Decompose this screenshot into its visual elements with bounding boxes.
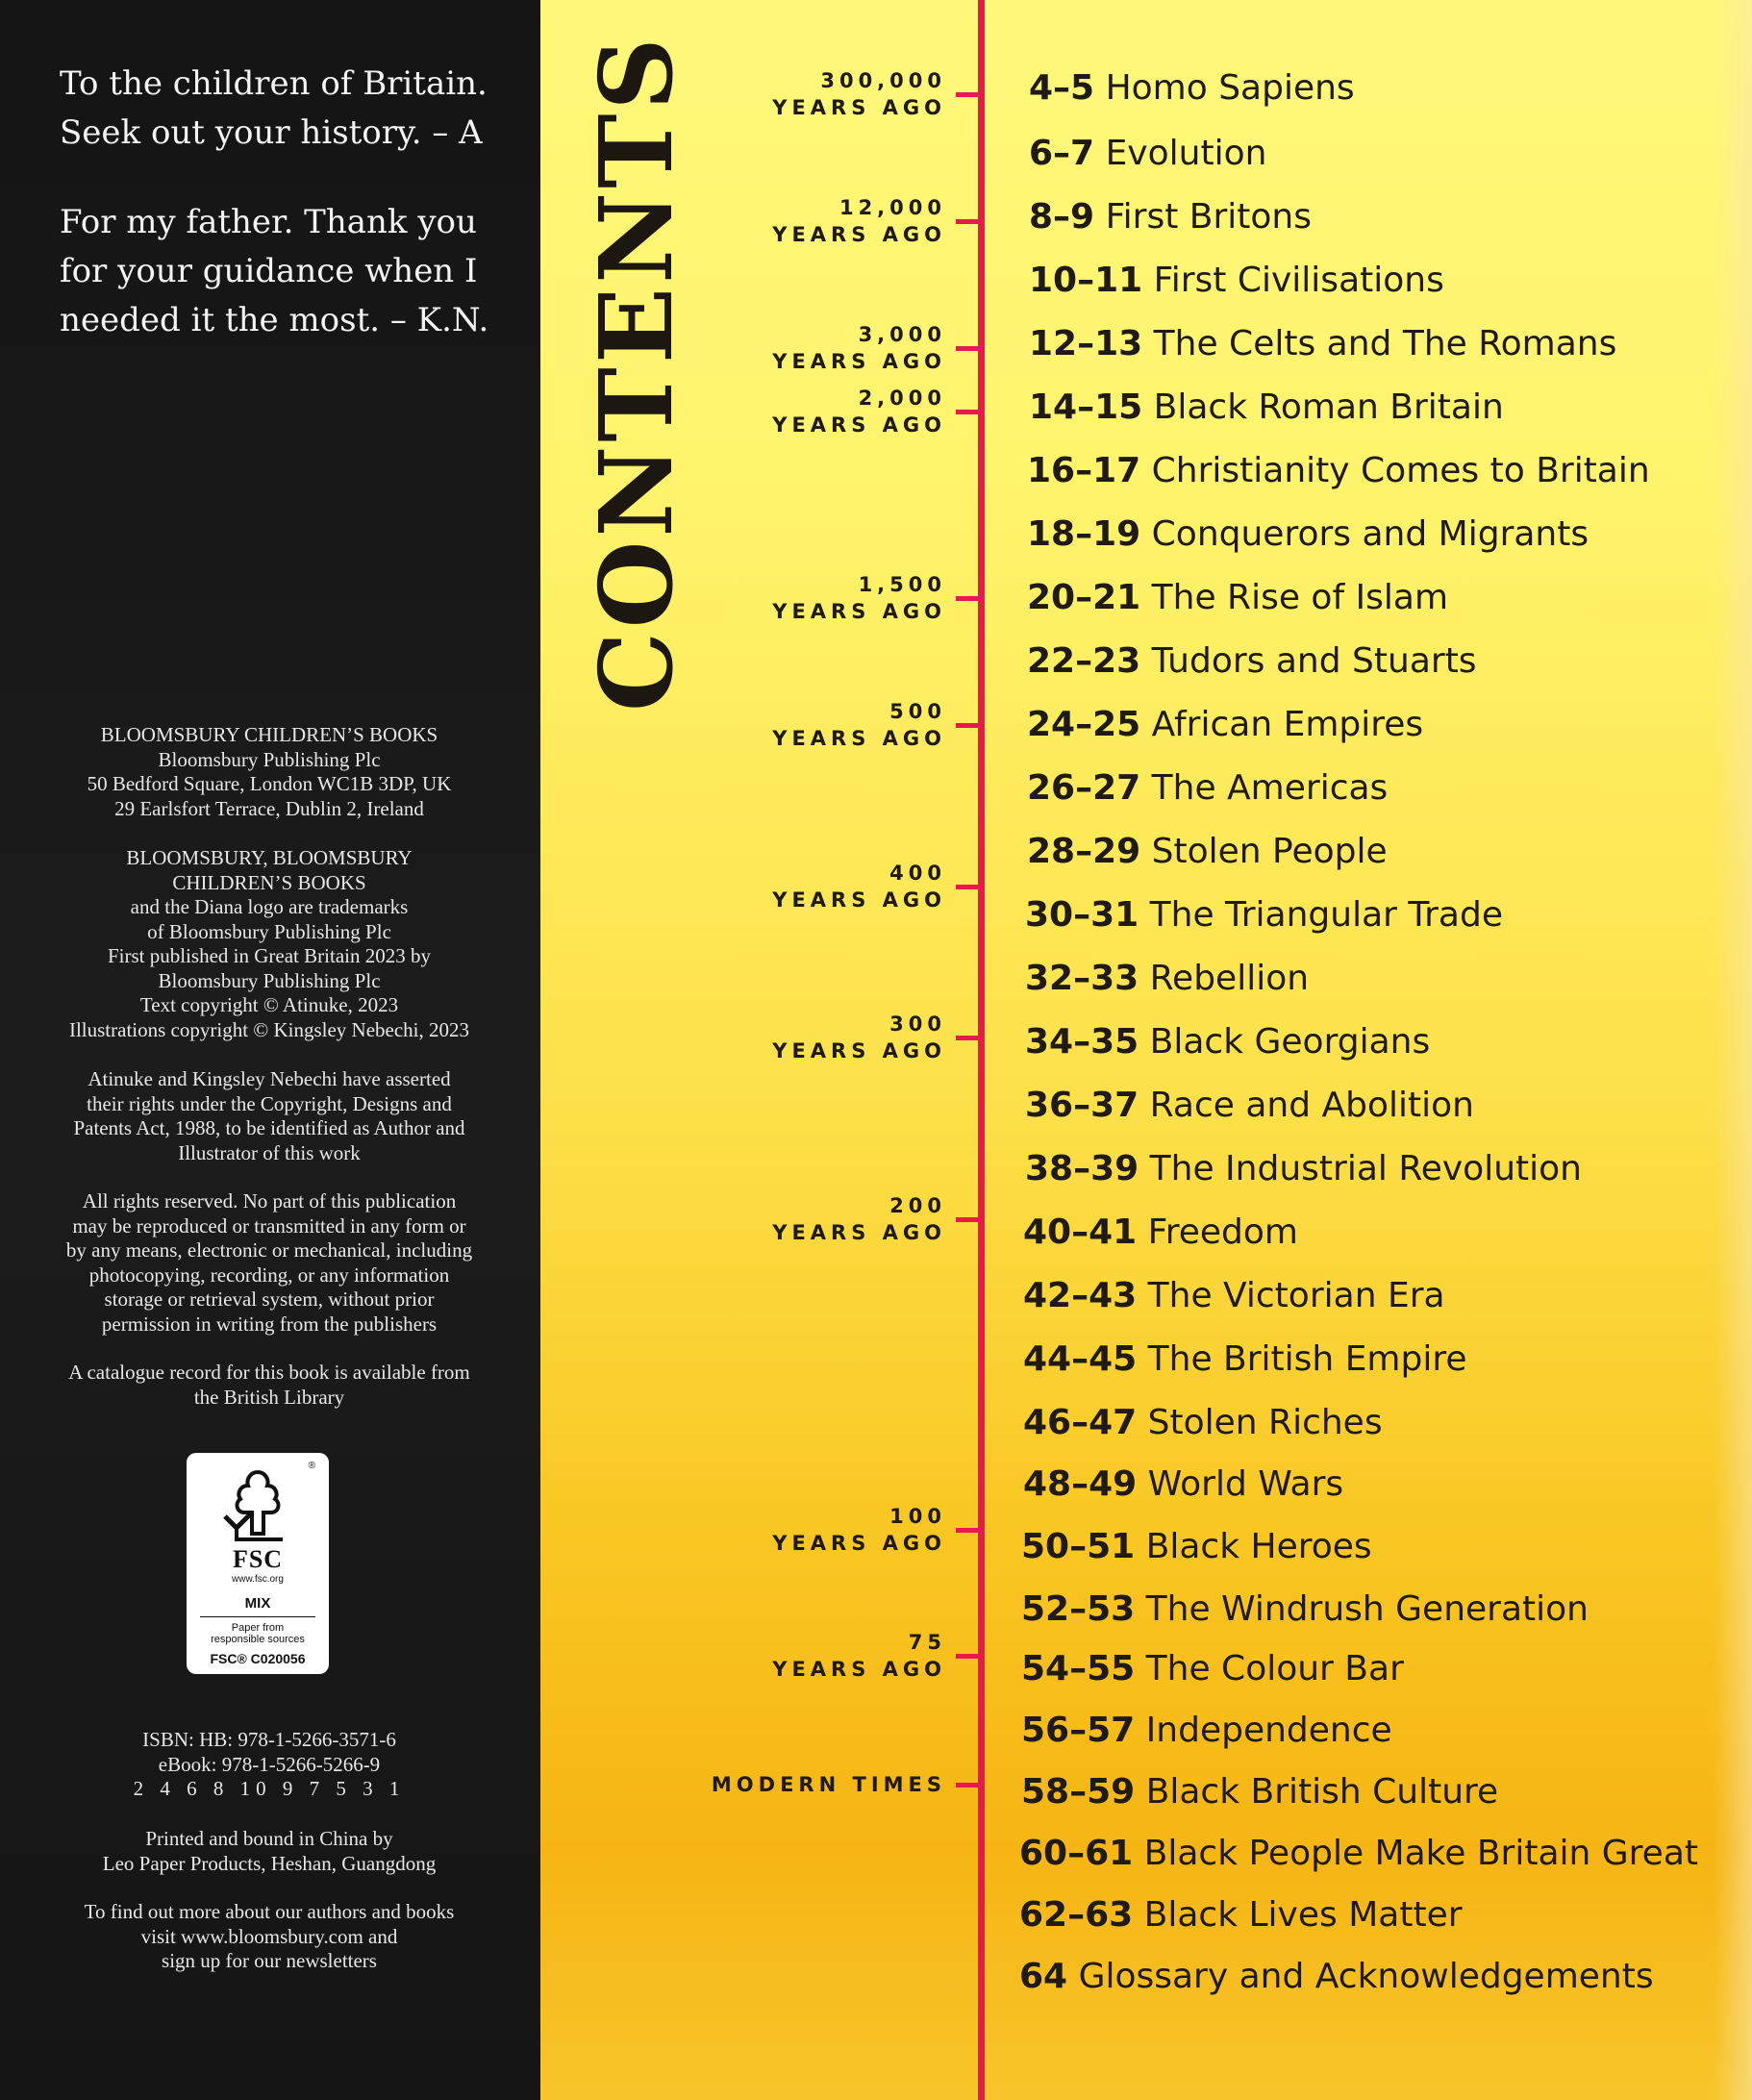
entry-pages: 16–17 [1027, 451, 1141, 490]
contents-entry[interactable] [1027, 577, 1448, 619]
era-label [772, 1192, 946, 1246]
entry-pages: 52–53 [1021, 1589, 1136, 1629]
imprint-panel [0, 0, 540, 2100]
fsc-description [187, 1622, 329, 1645]
era-top: 200 [889, 1194, 946, 1217]
entry-pages: 24–25 [1027, 705, 1141, 744]
contents-entry[interactable] [1027, 513, 1589, 556]
trademark-notice [38, 846, 500, 1042]
entry-pages: 62–63 [1019, 1895, 1134, 1935]
era-top: 100 [889, 1505, 946, 1528]
entry-title: First Civilisations [1153, 261, 1444, 300]
fsc-logo [187, 1453, 329, 1674]
era-bottom: YEARS AGO [772, 888, 946, 912]
contents-entry[interactable] [1021, 1526, 1372, 1568]
timeline-tick [956, 1783, 979, 1788]
imprint-line: To find out more about our authors and books [84, 1900, 455, 1923]
contents-entry[interactable] [1027, 704, 1423, 746]
contents-entry[interactable] [1025, 894, 1503, 937]
entry-title: Race and Abolition [1149, 1086, 1474, 1125]
entry-pages: 18–19 [1027, 514, 1141, 554]
entry-pages: 40–41 [1023, 1212, 1138, 1252]
era-label [772, 385, 946, 438]
entry-pages: 32–33 [1025, 959, 1139, 998]
contents-entry[interactable] [1023, 1463, 1343, 1506]
fsc-code: FSC® C020056 [210, 1651, 306, 1666]
contents-entry[interactable] [1029, 387, 1504, 429]
era-label [772, 860, 946, 913]
era-top: 1,500 [858, 573, 946, 596]
entry-title: Black Heroes [1145, 1527, 1372, 1566]
entry-pages: 60–61 [1019, 1834, 1134, 1873]
fsc-tree-icon [215, 1466, 300, 1545]
fsc-name: FSC [232, 1545, 284, 1573]
imprint-line: 29 Earlsfort Terrace, Dublin 2, Ireland [114, 796, 424, 820]
entry-title: Black People Make Britain Great [1143, 1834, 1698, 1873]
isbn-block [38, 1728, 500, 1802]
entry-title: The Celts and The Romans [1153, 324, 1617, 363]
imprint-line: BLOOMSBURY, BLOOMSBURY [126, 846, 413, 869]
timeline-tick [956, 1217, 979, 1222]
entry-title: Black Lives Matter [1143, 1895, 1463, 1935]
entry-title: The Rise of Islam [1151, 578, 1449, 617]
entry-title: Homo Sapiens [1105, 68, 1355, 108]
reserved-notice [38, 1189, 500, 1337]
entry-title: Tudors and Stuarts [1151, 641, 1477, 681]
era-label [772, 67, 946, 121]
entry-pages: 8–9 [1029, 197, 1095, 237]
timeline-line [978, 0, 985, 2100]
entry-title: Stolen Riches [1147, 1403, 1383, 1442]
entry-pages: 38–39 [1025, 1149, 1139, 1188]
contents-title: CONTENTS [577, 34, 695, 712]
era-top: 400 [889, 862, 946, 885]
fsc-registered: ® [308, 1461, 315, 1471]
entry-title: Evolution [1105, 134, 1267, 173]
fsc-desc-line: Paper from [231, 1622, 285, 1634]
entry-pages: 44–45 [1023, 1339, 1138, 1379]
era-label [772, 321, 946, 375]
entry-title: Glossary and Acknowledgements [1078, 1957, 1654, 1996]
era-bottom: YEARS AGO [772, 1221, 946, 1244]
imprint-line: sign up for our newsletters [162, 1949, 377, 1972]
entry-pages: 28–29 [1027, 832, 1141, 871]
entry-pages: 34–35 [1025, 1022, 1139, 1062]
entry-pages: 4–5 [1029, 68, 1095, 108]
imprint-line: First published in Great Britain 2023 by [108, 944, 431, 967]
era-bottom: YEARS AGO [772, 413, 946, 437]
entry-title: The Industrial Revolution [1149, 1149, 1582, 1188]
era-label [772, 1011, 946, 1064]
entry-title: The Triangular Trade [1149, 895, 1503, 935]
imprint-line: ISBN: HB: 978-1-5266-3571-6 [142, 1728, 396, 1751]
entry-title: The Colour Bar [1145, 1649, 1404, 1688]
era-label [772, 194, 946, 248]
contents-entry[interactable] [1025, 1021, 1430, 1063]
imprint-line: Illustrator of this work [178, 1140, 361, 1164]
contents-entry[interactable] [1029, 133, 1266, 175]
contents-entry[interactable] [1025, 1085, 1474, 1127]
imprint-line: Leo Paper Products, Heshan, Guangdong [102, 1851, 437, 1875]
entry-title: Black Georgians [1149, 1022, 1431, 1062]
imprint-line: 50 Bedford Square, London WC1B 3DP, UK [87, 772, 452, 795]
contents-entry[interactable] [1027, 831, 1388, 873]
publisher-address [38, 723, 500, 821]
contents-entry[interactable] [1029, 260, 1444, 302]
imprint-line: and the Diana logo are trademarks [130, 895, 409, 918]
era-top: 12,000 [838, 196, 946, 219]
entry-pages: 12–13 [1029, 324, 1143, 363]
imprint-line: permission in writing from the publishers [101, 1312, 438, 1336]
entry-pages: 48–49 [1023, 1464, 1138, 1504]
era-top: 2,000 [858, 387, 946, 410]
contents-entry[interactable] [1027, 767, 1388, 810]
contents-entry[interactable] [1023, 1275, 1445, 1317]
imprint-line: 2 4 6 8 10 9 7 5 3 1 [133, 1777, 406, 1800]
contents-entry[interactable] [1019, 1956, 1654, 1998]
entry-title: First Britons [1105, 197, 1312, 237]
entry-title: African Empires [1151, 705, 1424, 744]
timeline-tick [956, 410, 979, 414]
contents-entry[interactable] [1025, 1148, 1582, 1190]
entry-title: The Americas [1151, 768, 1389, 808]
imprint-line: by any means, electronic or mechanical, including [65, 1238, 473, 1262]
era-top: 75 [908, 1631, 946, 1654]
printed-notice [38, 1827, 500, 1876]
era-bottom: YEARS AGO [772, 223, 946, 246]
entry-title: Freedom [1147, 1212, 1298, 1252]
imprint-line: photocopying, recording, or any information [88, 1262, 450, 1287]
entry-pages: 10–11 [1029, 261, 1143, 300]
entry-pages: 14–15 [1029, 388, 1143, 427]
contents-entry[interactable] [1021, 1648, 1404, 1690]
dedication-line: needed it the most. – K.N. [60, 301, 489, 339]
timeline-tick [956, 92, 979, 97]
entry-title: The Windrush Generation [1145, 1589, 1589, 1629]
entry-pages: 46–47 [1023, 1403, 1138, 1442]
fsc-desc-line: responsible sources [211, 1634, 305, 1645]
imprint-line: visit www.bloomsbury.com and [140, 1924, 398, 1948]
imprint-line: their rights under the Copyright, Designs and [87, 1091, 452, 1115]
entry-pages: 20–21 [1027, 578, 1141, 617]
contents-entry[interactable] [1021, 1588, 1589, 1631]
dedication-author [60, 60, 512, 158]
rights-notice [38, 1067, 500, 1165]
imprint-line: Printed and bound in China by [145, 1827, 393, 1850]
dedication-line: Seek out your history. – A [60, 113, 483, 152]
timeline-tick [956, 1528, 979, 1533]
entry-title: Rebellion [1149, 959, 1310, 998]
imprint-line: the British Library [193, 1385, 345, 1409]
era-top: 300 [889, 1012, 946, 1036]
website-notice [38, 1900, 500, 1974]
entry-title: Stolen People [1151, 832, 1388, 871]
timeline-tick [956, 885, 979, 889]
imprint-line: All rights reserved. No part of this publication [82, 1189, 457, 1212]
entry-pages: 42–43 [1023, 1276, 1138, 1315]
entry-title: World Wars [1147, 1464, 1344, 1504]
era-label [712, 1771, 946, 1798]
catalogue-notice [38, 1361, 500, 1410]
imprint-line: of Bloomsbury Publishing Plc [147, 919, 391, 943]
era-label [772, 1503, 946, 1557]
entry-pages: 30–31 [1025, 895, 1139, 935]
era-label [772, 1629, 946, 1683]
imprint-line: Patents Act, 1988, to be identified as Author and [73, 1116, 465, 1139]
contents-entry[interactable] [1029, 196, 1312, 238]
era-bottom: YEARS AGO [772, 350, 946, 373]
era-bottom: YEARS AGO [772, 1658, 946, 1681]
era-label [772, 698, 946, 752]
era-bottom: YEARS AGO [772, 1532, 946, 1555]
imprint-line: BLOOMSBURY CHILDREN’S BOOKS [100, 723, 438, 746]
entry-title: The Victorian Era [1147, 1276, 1445, 1315]
era-bottom: YEARS AGO [772, 727, 946, 750]
contents-entry[interactable] [1029, 323, 1616, 365]
contents-entry[interactable] [1027, 450, 1650, 492]
entry-title: Black British Culture [1145, 1772, 1499, 1812]
dedication-line: To the children of Britain. [60, 64, 488, 103]
imprint-line: eBook: 978-1-5266-5266-9 [158, 1752, 381, 1776]
dedication-illustrator [60, 198, 512, 345]
imprint-line: Illustrations copyright © Kingsley Nebechi, 2023 [68, 1017, 470, 1041]
fsc-url: www.fsc.org [232, 1574, 284, 1585]
contents-entry[interactable] [1019, 1833, 1698, 1875]
contents-entry[interactable] [1023, 1338, 1467, 1381]
entry-pages: 50–51 [1021, 1527, 1136, 1566]
imprint-line: Bloomsbury Publishing Plc [158, 747, 381, 771]
entry-pages: 58–59 [1021, 1772, 1136, 1812]
entry-title: Conquerors and Migrants [1151, 514, 1589, 554]
imprint-line: CHILDREN’S BOOKS [172, 870, 366, 894]
timeline-tick [956, 219, 979, 224]
dedication-line: For my father. Thank you [60, 203, 477, 241]
entry-pages: 26–27 [1027, 768, 1141, 808]
timeline-tick [956, 1654, 979, 1659]
entry-pages: 36–37 [1025, 1086, 1139, 1125]
entry-pages: 56–57 [1021, 1711, 1136, 1750]
entry-title: Christianity Comes to Britain [1151, 451, 1650, 490]
imprint-line: Text copyright © Atinuke, 2023 [139, 993, 399, 1016]
contents-entry[interactable] [1023, 1402, 1383, 1444]
era-label [772, 571, 946, 625]
dedication-line: for your guidance when I [60, 252, 478, 290]
contents-entry[interactable] [1025, 958, 1309, 1000]
era-top: 3,000 [858, 323, 946, 346]
timeline-tick [956, 346, 979, 351]
entry-pages: 6–7 [1029, 134, 1095, 173]
entry-title: The British Empire [1147, 1339, 1467, 1379]
era-bottom: YEARS AGO [772, 96, 946, 119]
era-bottom: YEARS AGO [772, 600, 946, 623]
imprint-line: Atinuke and Kingsley Nebechi have asserted [88, 1067, 451, 1090]
entry-title: Black Roman Britain [1153, 388, 1504, 427]
imprint-line: may be reproduced or transmitted in any form or [72, 1213, 466, 1238]
entry-pages: 64 [1019, 1957, 1068, 1996]
contents-entry[interactable] [1021, 1710, 1392, 1752]
imprint-line: A catalogue record for this book is available from [68, 1361, 470, 1384]
era-bottom: YEARS AGO [772, 1039, 946, 1062]
era-top: 300,000 [820, 69, 946, 92]
era-top: MODERN TIMES [711, 1773, 946, 1796]
timeline-tick [956, 596, 979, 601]
entry-title: Independence [1145, 1711, 1392, 1750]
imprint-line: storage or retrieval system, without prior [104, 1288, 435, 1311]
entry-pages: 22–23 [1027, 641, 1141, 681]
contents-entry[interactable] [1021, 1771, 1498, 1813]
contents-entry[interactable] [1029, 67, 1355, 110]
timeline-tick [956, 1036, 979, 1040]
entry-pages: 54–55 [1021, 1649, 1136, 1688]
fsc-mix: MIX [244, 1595, 271, 1612]
contents-entry[interactable] [1023, 1212, 1298, 1254]
imprint-line: Bloomsbury Publishing Plc [158, 968, 381, 992]
era-top: 500 [889, 700, 946, 723]
fsc-divider [200, 1616, 315, 1617]
timeline-tick [956, 723, 979, 728]
contents-entry[interactable] [1019, 1894, 1463, 1937]
contents-entry[interactable] [1027, 640, 1477, 683]
